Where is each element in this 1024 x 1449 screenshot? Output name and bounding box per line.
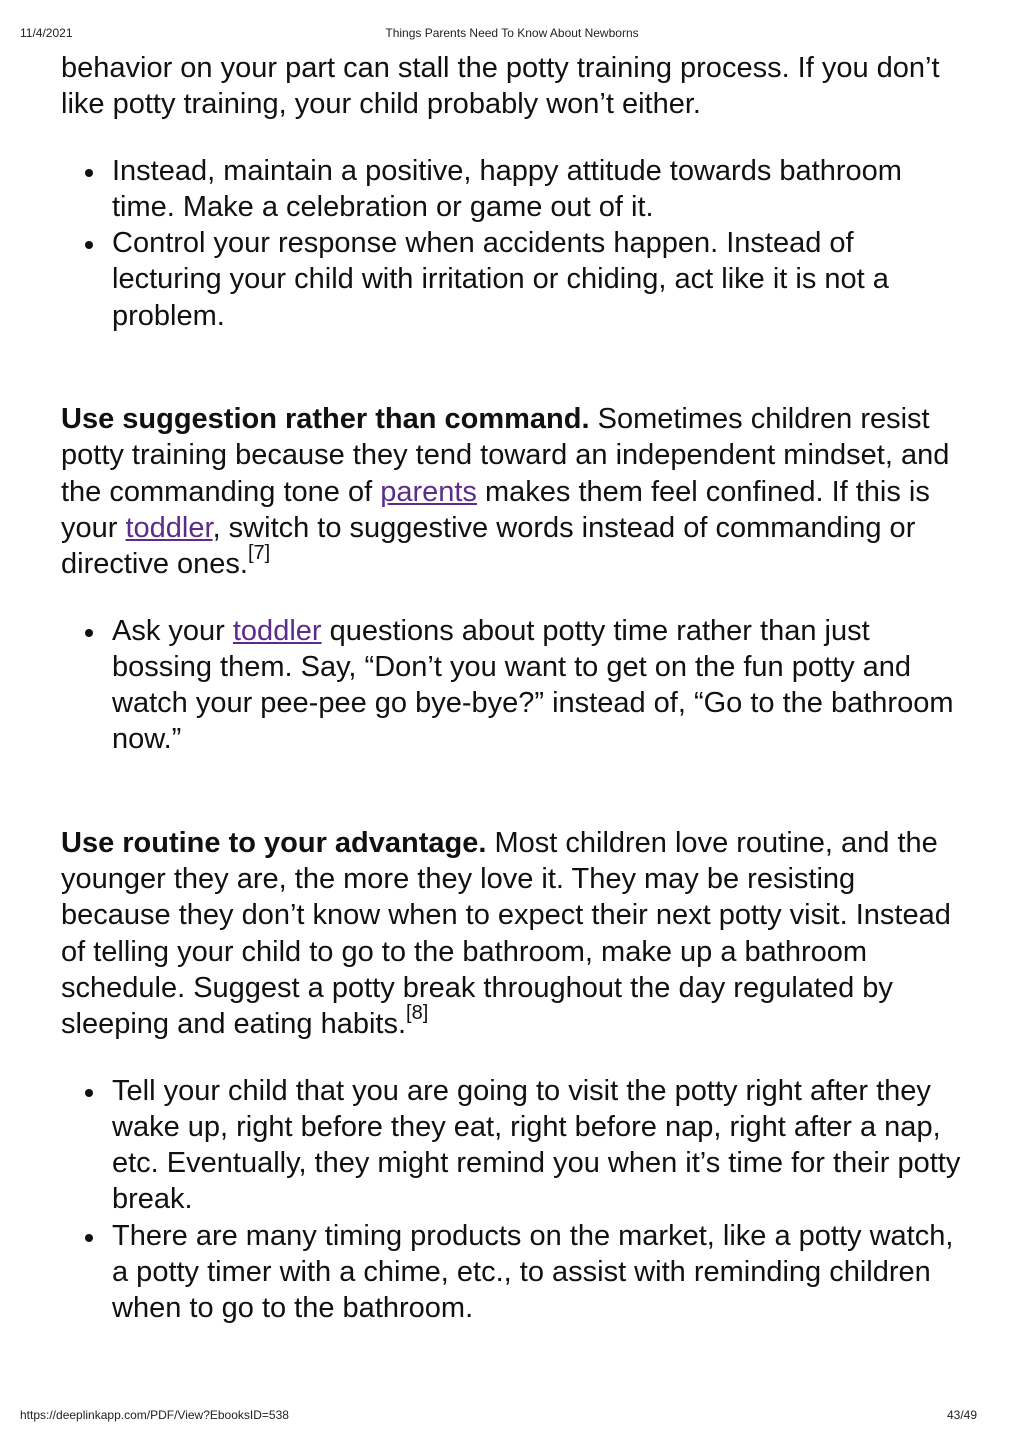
reference-7: [7] xyxy=(248,541,271,564)
reference-8: [8] xyxy=(406,1001,429,1024)
page-content xyxy=(61,50,971,1327)
list-item: Instead, maintain a positive, happy attitude towards bathroom time. Make a celebration or game out of it. xyxy=(112,153,971,226)
toddler-link[interactable]: toddler xyxy=(232,614,322,647)
print-header xyxy=(0,26,1024,42)
list-item-text: questions about potty time rather than just bossing them. Say, “Don’t you want to get on the fun potty and watch your pee-pee go bye-bye?” instead of, “Go to the bathroom now.” xyxy=(112,614,954,756)
routine-tips-list xyxy=(61,1073,971,1327)
list-item: Tell your child that you are going to visit the potty right after they wake up, right before they eat, right before nap, right after a nap, etc. Eventually, they might remind you when it’s time for their potty break. xyxy=(112,1073,971,1218)
list-item xyxy=(112,613,971,758)
paragraph-text: , switch to suggestive words instead of commanding or directive ones. xyxy=(61,511,916,581)
list-item-text: Ask your xyxy=(112,614,233,647)
routine-paragraph xyxy=(61,825,971,1043)
source-url: https://deeplinkapp.com/PDF/View?EbooksID=538 xyxy=(20,1408,289,1422)
intro-paragraph: behavior on your part can stall the potty training process. If you don’t like potty training, your child probably won’t either. xyxy=(61,52,940,121)
list-item: Control your response when accidents happen. Instead of lecturing your child with irritation or chiding, act like it is not a problem. xyxy=(112,225,971,334)
suggestion-tips-list xyxy=(61,613,971,758)
list-item: There are many timing products on the market, like a potty watch, a potty timer with a chime, etc., to assist with reminding children when to go to the bathroom. xyxy=(112,1218,971,1327)
attitude-tips-list xyxy=(61,153,971,334)
section-heading-routine: Use routine to your advantage. xyxy=(61,826,487,859)
print-date: 11/4/2021 xyxy=(20,26,73,40)
page-number: 43/49 xyxy=(946,1408,977,1422)
section-heading-suggestion: Use suggestion rather than command. xyxy=(61,403,590,436)
document-title: Things Parents Need To Know About Newborns xyxy=(385,26,639,40)
print-footer xyxy=(0,1408,1024,1424)
paragraph-text: makes them feel confined. If this is your xyxy=(61,475,930,544)
paragraph-text: Sometimes children resist potty training because they tend toward an independent mindset, and the commanding tone of xyxy=(61,403,950,508)
toddler-link[interactable]: toddler xyxy=(125,511,213,544)
parents-link[interactable]: parents xyxy=(380,475,477,508)
paragraph-text: Most children love routine, and the younger they are, the more they love it. They may be resisting because they don’t know when to expect their next potty visit. Instead of telling your child to go to the bathroom, make up a bathroom schedule. Suggest a potty break throughout the day regulated by sleeping and eating habits. xyxy=(61,826,951,1041)
suggestion-paragraph xyxy=(61,401,971,582)
